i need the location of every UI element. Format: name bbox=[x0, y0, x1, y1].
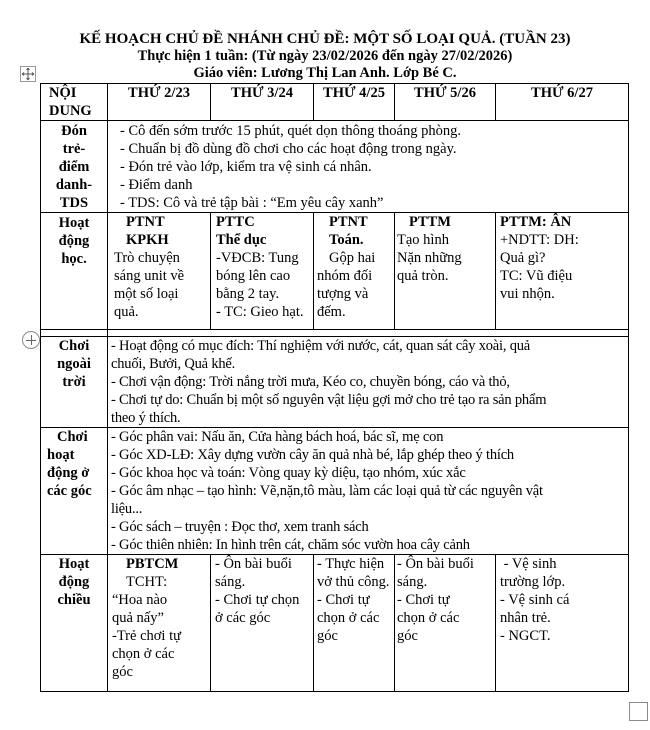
day-header-wed: THỨ 4/25 bbox=[314, 84, 395, 121]
day-header-mon: THỨ 2/23 bbox=[108, 84, 211, 121]
content-header: NỘI DUNG bbox=[41, 84, 108, 121]
welcome-item: - TDS: Cô và trẻ tập bài : “Em yêu cây xanh” bbox=[120, 195, 384, 211]
learning-wed-head: PTNT bbox=[329, 214, 368, 230]
afternoon-fri: - Vệ sinh trường lớp. - Vệ sinh cá nhân trẻ. - NGCT. bbox=[496, 555, 629, 692]
learning-tue-head: PTTC bbox=[216, 214, 255, 230]
outdoor-content: - Hoạt động có mục đích: Thí nghiệm với nước, cát, quan sát cây xoài, quả chuối, Bưởi, Quả khế. - Chơi vận động: Trời nắng trời mưa, Kéo co, chuyền bóng, cáo và thỏ, - Chơi tự do: Chuẩn bị một số nguyên vật liệu gợi mở cho trẻ tạo ra sản phẩm theo ý thích. bbox=[108, 337, 629, 428]
learning-row bbox=[41, 213, 629, 330]
learning-tue: PTTC Thể dục -VĐCB: Tung bóng lên cao bằng 2 tay. - TC: Gieo hạt. bbox=[211, 213, 314, 330]
afternoon-thu: - Ôn bài buổi sáng. - Chơi tự chọn ở các góc bbox=[395, 555, 496, 692]
weekly-plan-table bbox=[40, 83, 629, 692]
row-separator bbox=[41, 330, 629, 337]
table-header-row bbox=[41, 84, 629, 121]
learning-tue-head: Thể dục bbox=[216, 232, 267, 248]
afternoon-row bbox=[41, 555, 629, 692]
day-header-tue: THỨ 3/24 bbox=[211, 84, 314, 121]
welcome-content bbox=[108, 121, 629, 213]
learning-thu-head: PTTM bbox=[409, 214, 451, 230]
outdoor-row bbox=[41, 337, 629, 428]
afternoon-wed: - Thực hiện vở thủ công. - Chơi tự chọn ở các góc bbox=[314, 555, 395, 692]
corners-row bbox=[41, 428, 629, 555]
plan-teacher: Giáo viên: Lương Thị Lan Anh. Lớp Bé C. bbox=[193, 65, 457, 81]
learning-mon-head: KPKH bbox=[126, 232, 169, 248]
welcome-item: - Điểm danh bbox=[120, 177, 193, 193]
plan-date-range: Thực hiện 1 tuần: (Từ ngày 23/02/2026 đến ngày 27/02/2026) bbox=[137, 48, 513, 64]
corners-label: Chơi hoạt động ở các góc bbox=[41, 428, 108, 555]
afternoon-tue: - Ôn bài buổi sáng. - Chơi tự chọn ở các góc bbox=[211, 555, 314, 692]
outdoor-label: Chơi ngoài trời bbox=[41, 337, 108, 428]
corners-content: - Góc phân vai: Nấu ăn, Cửa hàng bách hoá, bác sĩ, mẹ con - Góc XD-LĐ: Xây dựng vườn cây ăn quả nhà bé, lắp ghép theo ý thích - Góc khoa học và toán: Vòng quay kỳ diệu, tạo nhóm, xúc xắc - Góc âm nhạc – tạo hình: Vẽ,nặn,tô màu, làm các loại quả từ các nguyên vật liệu... - Góc sách – truyện : Đọc thơ, xem tranh sách - Góc thiên nhiên: In hình trên cát, chăm sóc vườn hoa cây cảnh bbox=[108, 428, 629, 555]
learning-mon-head: PTNT bbox=[126, 214, 165, 230]
learning-wed: PTNT Toán. Gộp hai nhóm đối tượng và đếm. bbox=[314, 213, 395, 330]
table-move-handle-icon[interactable] bbox=[20, 66, 36, 82]
afternoon-mon-head: PBTCM bbox=[126, 556, 179, 572]
learning-thu: PTTM Tạo hình Nặn những quả tròn. bbox=[395, 213, 496, 330]
learning-label: Hoạt động học. bbox=[41, 213, 108, 330]
welcome-item: - Đón trẻ vào lớp, kiểm tra vệ sinh cá nhân. bbox=[120, 159, 372, 175]
learning-wed-head: Toán. bbox=[329, 232, 364, 248]
learning-fri-head: PTTM: ÂN bbox=[500, 214, 572, 230]
learning-mon: PTNT KPKH Trò chuyện sáng unit về một số loại quả. bbox=[108, 213, 211, 330]
welcome-item: - Cô đến sớm trước 15 phút, quét dọn thông thoáng phòng. bbox=[120, 123, 461, 139]
welcome-label: Đón trẻ- điểm danh- TDS bbox=[41, 121, 108, 213]
welcome-row bbox=[41, 121, 629, 213]
table-resize-handle-icon[interactable] bbox=[629, 702, 648, 721]
learning-fri: PTTM: ÂN +NDTT: DH: Quả gì? TC: Vũ điệu vui nhộn. bbox=[496, 213, 629, 330]
afternoon-mon: PBTCM TCHT: “Hoa nào quả nấy” -Trẻ chơi tự chọn ở các góc bbox=[108, 555, 211, 692]
welcome-item: - Chuẩn bị đồ dùng đồ chơi cho các hoạt động trong ngày. bbox=[120, 141, 457, 157]
afternoon-label: Hoạt động chiều bbox=[41, 555, 108, 692]
plan-title: KẾ HOẠCH CHỦ ĐỀ NHÁNH CHỦ ĐỀ: MỘT SỐ LOẠI QUẢ. (TUẦN 23) bbox=[79, 31, 571, 47]
day-header-thu: THỨ 5/26 bbox=[395, 84, 496, 121]
day-header-fri: THỨ 6/27 bbox=[496, 84, 629, 121]
insert-row-plus-icon[interactable] bbox=[22, 331, 40, 349]
